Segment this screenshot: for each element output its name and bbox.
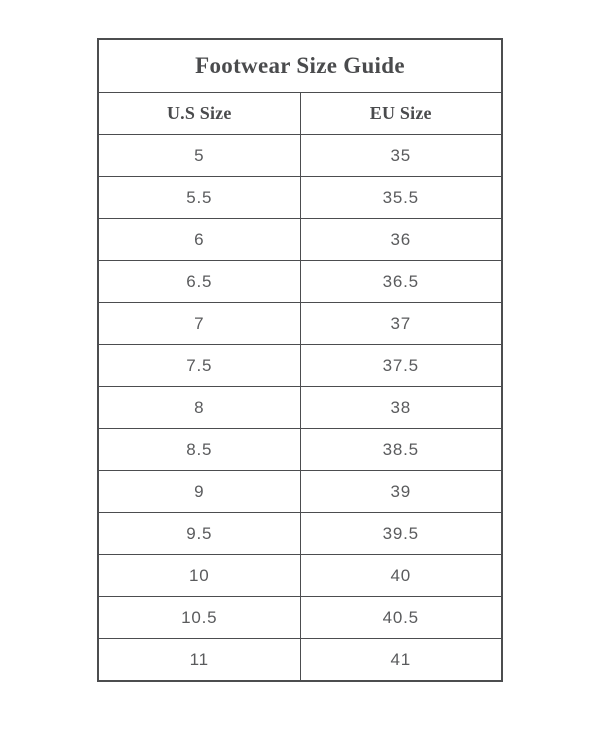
us-size-value: 8.5 bbox=[98, 429, 300, 471]
table-row bbox=[98, 639, 502, 682]
us-size-value: 11 bbox=[98, 639, 300, 682]
eu-size-value: 36.5 bbox=[300, 261, 502, 303]
us-size-value: 5 bbox=[98, 135, 300, 177]
us-size-value: 7.5 bbox=[98, 345, 300, 387]
table-row bbox=[98, 135, 502, 177]
eu-size-value: 41 bbox=[300, 639, 502, 682]
footwear-size-table bbox=[97, 38, 503, 682]
table-row bbox=[98, 345, 502, 387]
us-size-value: 8 bbox=[98, 387, 300, 429]
header-row bbox=[98, 93, 502, 135]
eu-size-value: 37 bbox=[300, 303, 502, 345]
eu-size-value: 35 bbox=[300, 135, 502, 177]
us-size-value: 5.5 bbox=[98, 177, 300, 219]
table-row bbox=[98, 261, 502, 303]
table-row bbox=[98, 387, 502, 429]
eu-size-value: 39.5 bbox=[300, 513, 502, 555]
column-header-eu-size: EU Size bbox=[300, 93, 502, 135]
eu-size-value: 38.5 bbox=[300, 429, 502, 471]
table-row bbox=[98, 555, 502, 597]
us-size-value: 6 bbox=[98, 219, 300, 261]
us-size-value: 10.5 bbox=[98, 597, 300, 639]
table-row bbox=[98, 177, 502, 219]
eu-size-value: 40.5 bbox=[300, 597, 502, 639]
table-row bbox=[98, 219, 502, 261]
table-title: Footwear Size Guide bbox=[98, 39, 502, 93]
eu-size-value: 35.5 bbox=[300, 177, 502, 219]
eu-size-value: 37.5 bbox=[300, 345, 502, 387]
table-row bbox=[98, 597, 502, 639]
eu-size-value: 39 bbox=[300, 471, 502, 513]
us-size-value: 9 bbox=[98, 471, 300, 513]
eu-size-value: 38 bbox=[300, 387, 502, 429]
us-size-value: 10 bbox=[98, 555, 300, 597]
title-row bbox=[98, 39, 502, 93]
column-header-us-size: U.S Size bbox=[98, 93, 300, 135]
table-row bbox=[98, 303, 502, 345]
eu-size-value: 40 bbox=[300, 555, 502, 597]
us-size-value: 7 bbox=[98, 303, 300, 345]
table-row bbox=[98, 471, 502, 513]
table-row bbox=[98, 429, 502, 471]
us-size-value: 9.5 bbox=[98, 513, 300, 555]
us-size-value: 6.5 bbox=[98, 261, 300, 303]
eu-size-value: 36 bbox=[300, 219, 502, 261]
table-row bbox=[98, 513, 502, 555]
